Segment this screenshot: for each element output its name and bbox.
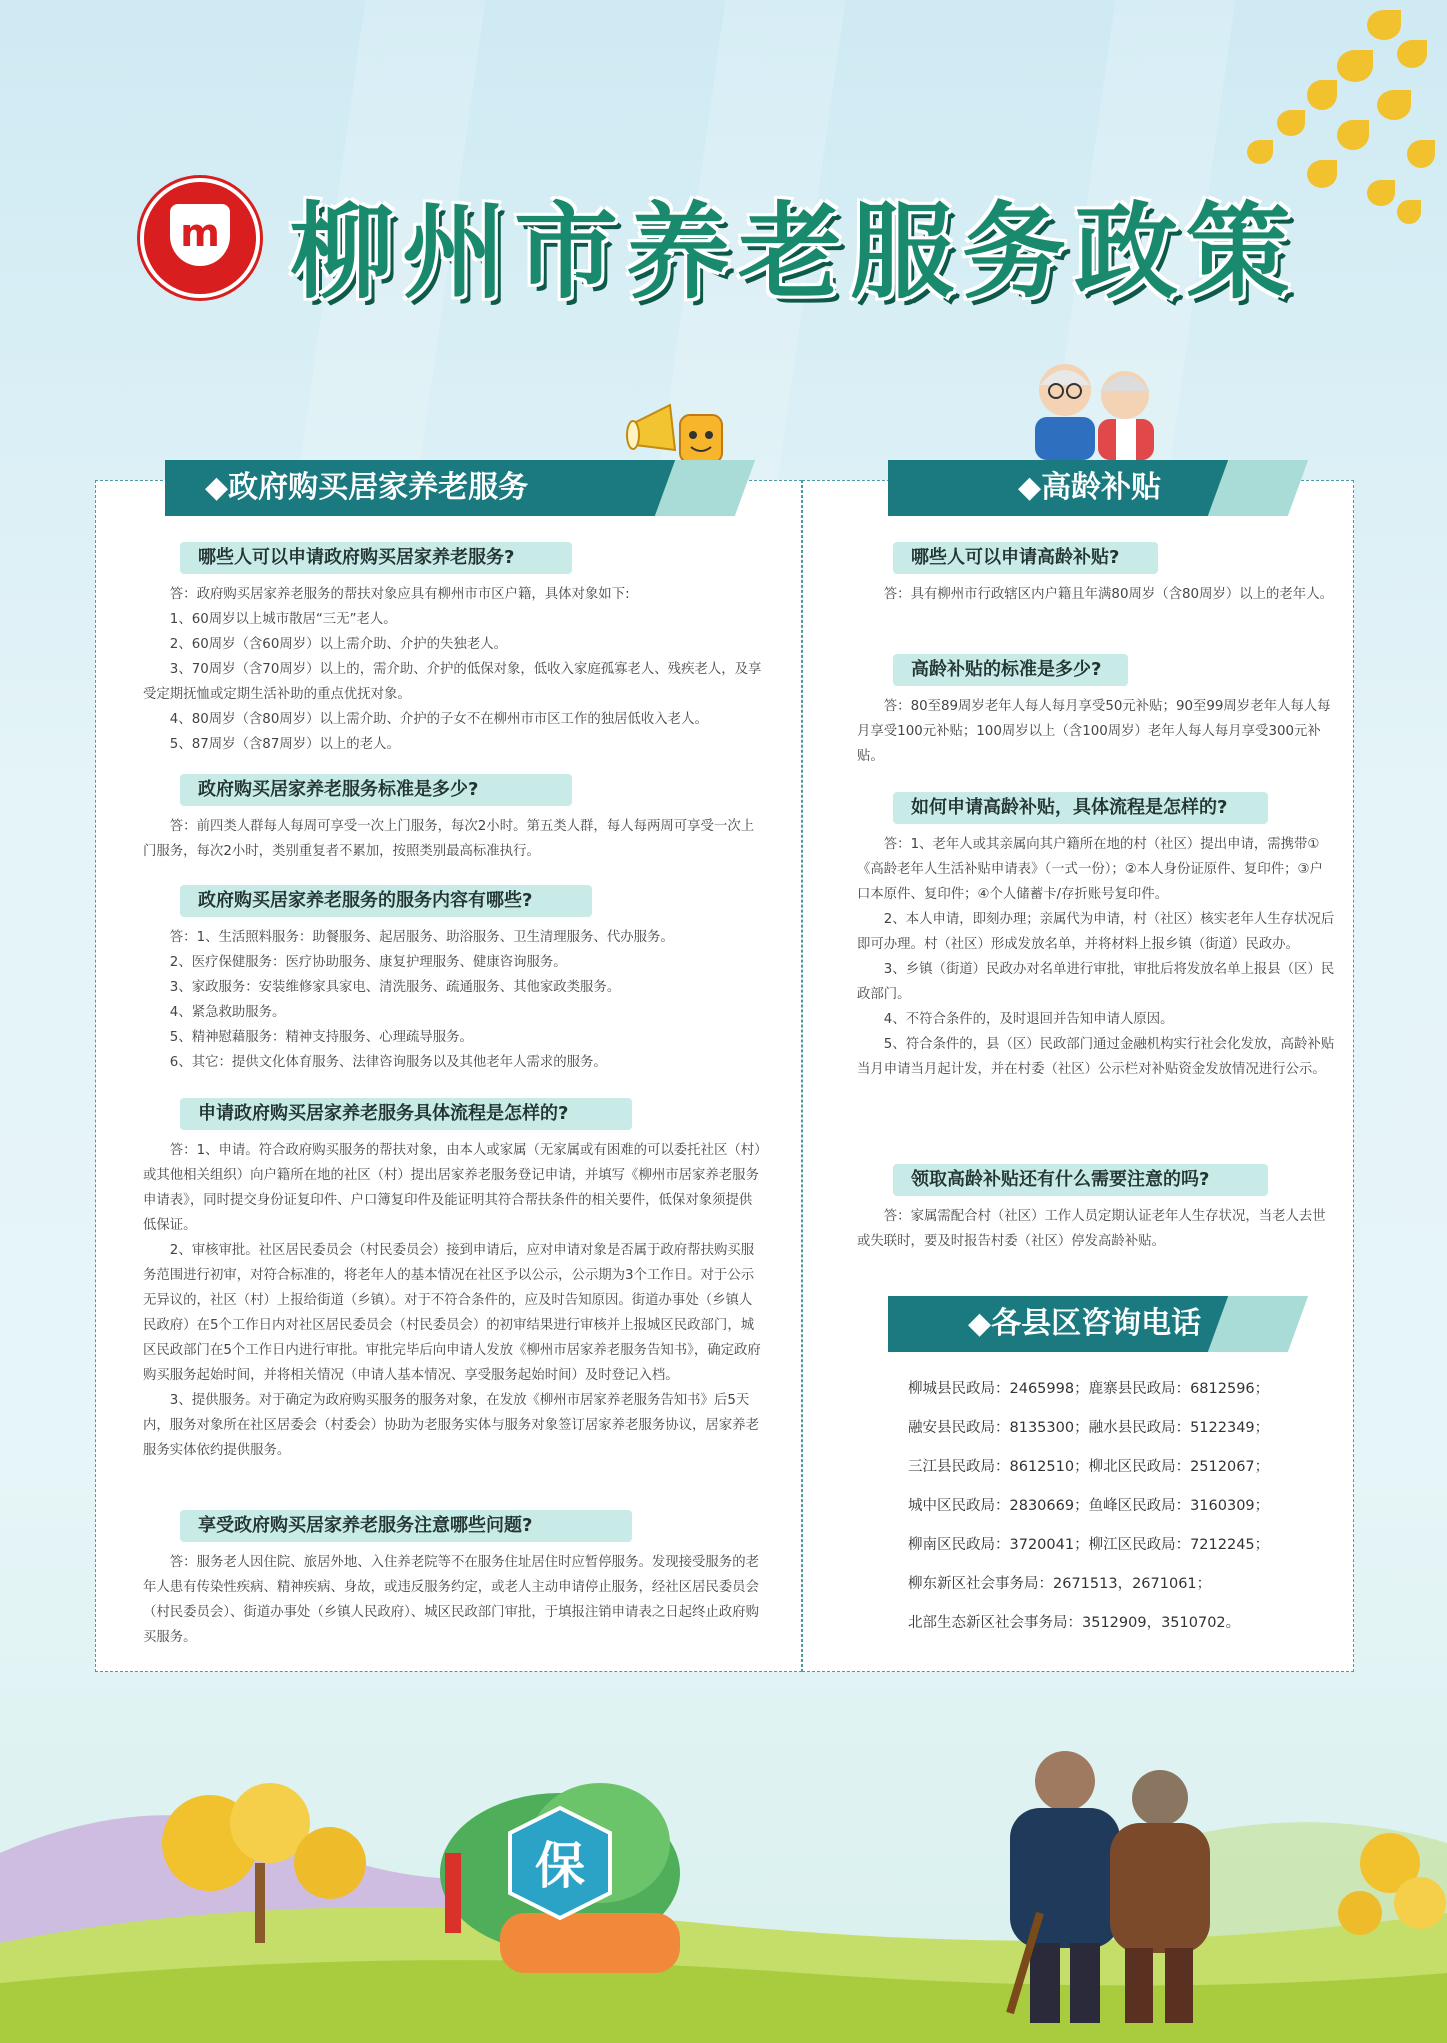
question-notes: 享受政府购买居家养老服务注意哪些问题? [180, 1510, 632, 1542]
question-allowance-notes: 领取高龄补贴还有什么需要注意的吗? [893, 1164, 1268, 1196]
list-item: 柳南区民政局：3720041；柳江区民政局：7212245； [908, 1537, 1270, 1553]
page-title: 柳州市养老服务政策 [290, 190, 1299, 313]
list-item: 三江县民政局：8612510；柳北区民政局：2512067； [908, 1459, 1270, 1475]
answer-allowance-eligibility: 答：具有柳州市行政辖区内户籍且年满80周岁（含80周岁）以上的老年人。 [883, 587, 1333, 602]
answer-allowance-notes: 答：家属需配合村（社区）工作人员定期认证老年人生存状况，当老人去世或失联时，要及时报告村委（社区）停发高龄补贴。 [857, 1209, 1326, 1249]
answer-allowance-standard: 答：80至89周岁老年人每人每月享受50元补贴；90至99周岁老年人每人每月享受100元补贴；100周岁以上（含100周岁）老年人每人每月享受300元补贴。 [857, 699, 1331, 764]
phone-list [908, 1370, 1308, 1643]
answer-who-can-apply: 答：政府购买居家养老服务的帮扶对象应具有柳州市市区户籍，具体对象如下: 1、60周岁以上城市散居“三无”老人。 2、60周岁（含60周岁）以上需介助、介护的失独老人。 3、70周岁（含70周岁）以上的，需介助、介护的低保对象，低收入家庭孤寡老人、残疾老人，及享受定期抚恤或定期生活补助的重点优抚对象。 4、80周岁（含80周岁）以上需介助、介护的子女不在柳州市市区工作的独居低收入老人。 5、87周岁（含87周岁）以上的老人。 [143, 587, 762, 752]
list-item: 融安县民政局：8135300；融水县民政局：5122349； [908, 1420, 1270, 1436]
list-item: 柳城县民政局：2465998；鹿寨县民政局：6812596； [908, 1381, 1270, 1397]
question-allowance-standard: 高龄补贴的标准是多少? [893, 654, 1128, 686]
question-allowance-eligibility: 哪些人可以申请高龄补贴? [893, 542, 1158, 574]
list-item: 柳东新区社会事务局：2671513，2671061； [908, 1576, 1212, 1592]
question-allowance-process: 如何申请高龄补贴，具体流程是怎样的? [893, 792, 1268, 824]
insurance-badge-text: 保 [535, 1837, 585, 1895]
answer-service-standard: 答：前四类人群每人每周可享受一次上门服务，每次2小时。第五类人群，每人每两周可享受一次上门服务，每次2小时，类别重复者不累加，按照类别最高标准执行。 [143, 819, 755, 859]
answer-application-process: 答：1、申请。符合政府购买服务的帮扶对象，由本人或家属（无家属或有困难的可以委托社区（村）或其他相关组织）向户籍所在地的社区（村）提出居家养老服务登记申请，并填写《柳州市居家养老服务申请表》，同时提交身份证复印件、户口簿复印件及能证明其符合帮扶条件的相关要件，低保对象须提供低保证。 2、审核审批。社区居民委员会（村民委员会）接到申请后，应对申请对象是否属于政府帮扶购买服务范围进行初审，对符合标准的，将老年人的基本情况在社区予以公示，公示期为3个工作日。对于公示无异议的，社区（村）上报给街道（乡镇）。对于不符合条件的，应及时告知原因。街道办事处（乡镇人民政府）在5个工作日内对社区居民委员会（村民委员会）的初审结果进行审核并上报城区民政部门，城区民政部门在5个工作日内进行审批。审批完毕后向申请人发放《柳州市居家养老服务告知书》，确定政府购买服务起始时间，并将相关情况（申请人基本情况、享受服务起始时间）及时登记入档。 3、提供服务。对于确定为政府购买服务的服务对象，在发放《柳州市居家养老服务告知书》后5天内，服务对象所在社区居委会（村委会）协助为老服务实体与服务对象签订居家养老服务协议，居家养老服务实体依约提供服务。 [143, 1143, 761, 1458]
answer-service-content: 答：1、生活照料服务：助餐服务、起居服务、助浴服务、卫生清理服务、代办服务。 2、医疗保健服务：医疗协助服务、康复护理服务、健康咨询服务。 3、家政服务：安装维修家具家电、清洗服务、疏通服务、其他家政类服务。 4、紧急救助服务。 5、精神慰藉服务：精神支持服务、心理疏导服务。 6、其它：提供文化体育服务、法律咨询服务以及其他老年人需求的服务。 [169, 930, 674, 1070]
elderly-couple-icon [1020, 355, 1170, 460]
question-application-process: 申请政府购买居家养老服务具体流程是怎样的? [180, 1098, 632, 1130]
section-banner-consult-phones: ◆各县区咨询电话 [888, 1296, 1238, 1352]
civil-affairs-logo-icon: m [140, 178, 260, 298]
question-service-standard: 政府购买居家养老服务标准是多少? [180, 774, 572, 806]
section-banner-senior-allowance: ◆高龄补贴 [888, 460, 1238, 516]
page-header [140, 160, 1320, 313]
question-service-content: 政府购买居家养老服务的服务内容有哪些? [180, 885, 592, 917]
answer-notes: 答：服务老人因住院、旅居外地、入住养老院等不在服务住址居住时应暂停服务。发现接受服务的老年人患有传染性疾病、精神疾病、身故，或违反服务约定，或老人主动申请停止服务，经社区居民委员会（村民委员会）、街道办事处（乡镇人民政府）、城区民政部门审批，于填报注销申请表之日起终止政府购买服务。 [143, 1555, 759, 1645]
landscape-illustration [0, 1713, 1447, 2043]
section-banner-home-care: ◆政府购买居家养老服务 [165, 460, 685, 516]
question-who-can-apply: 哪些人可以申请政府购买居家养老服务? [180, 542, 572, 574]
list-item: 北部生态新区社会事务局：3512909，3510702。 [908, 1615, 1241, 1631]
answer-allowance-process: 答：1、老年人或其亲属向其户籍所在地的村（社区）提出申请，需携带①《高龄老年人生活补贴申请表》（一式一份）；②本人身份证原件、复印件；③户口本原件、复印件；④个人储蓄卡/存折账号复印件。 2、本人申请，即刻办理；亲属代为申请，村（社区）核实老年人生存状况后即可办理。村（社区）形成发放名单，并将材料上报乡镇（街道）民政办。 3、乡镇（街道）民政办对名单进行审批，审批后将发放名单上报县（区）民政部门。 4、不符合条件的，及时退回并告知申请人原因。 5、符合条件的，县（区）民政部门通过金融机构实行社会化发放，高龄补贴当月申请当月起计发，并在村委（社区）公示栏对补贴资金发放情况进行公示。 [857, 837, 1335, 1077]
list-item: 城中区民政局：2830669；鱼峰区民政局：3160309； [908, 1498, 1270, 1514]
